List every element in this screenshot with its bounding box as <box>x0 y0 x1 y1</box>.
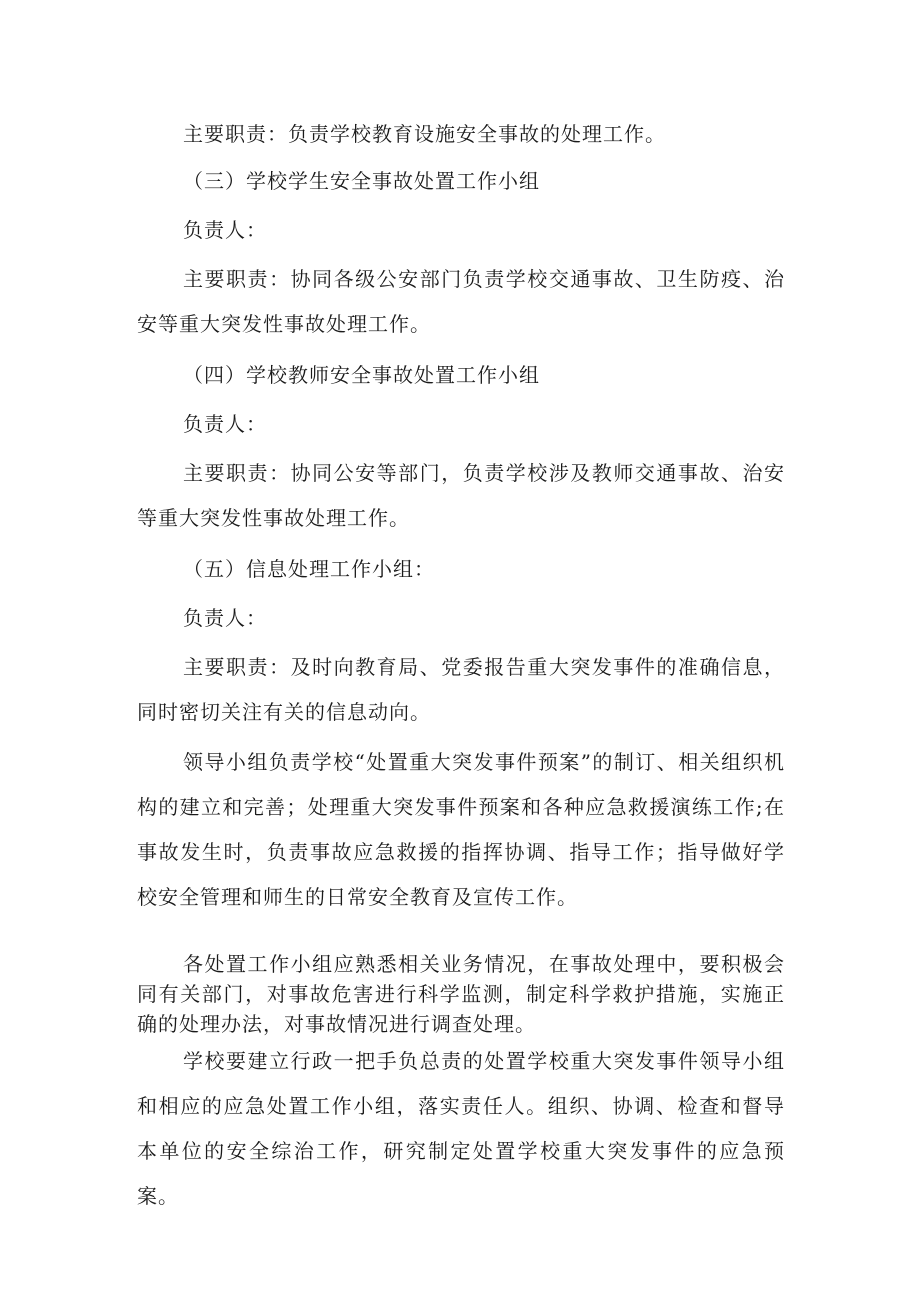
heading-teacher-safety-group: （四）学校教师安全事故处置工作小组 <box>183 363 540 387</box>
paragraph-duty-facilities: 主要职责：负责学校教育设施安全事故的处理工作。 <box>183 122 666 146</box>
heading-information-group: （五）信息处理工作小组： <box>183 557 435 581</box>
paragraph-leader-information-group: 负责人： <box>183 606 267 630</box>
paragraph-duty-information-group: 主要职责：及时向教育局、党委报告重大突发事件的准确信息，同时密切关注有关的信息动向。 <box>137 655 785 724</box>
paragraph-duty-student-group: 主要职责：协同各级公安部门负责学校交通事故、卫生防疫、治安等重大突发性事故处理工作。 <box>137 267 785 336</box>
paragraph-leader-teacher-group: 负责人： <box>183 412 267 436</box>
paragraph-leader-student-group: 负责人： <box>183 218 267 242</box>
paragraph-school-leadership-structure: 学校要建立行政一把手负总责的处置学校重大突发事件领导小组和相应的应急处置工作小组，落实责任人。组织、协调、检查和督导本单位的安全综治工作，研究制定处置学校重大突发事件的应急预案。 <box>137 1049 785 1208</box>
heading-student-safety-group: （三）学校学生安全事故处置工作小组 <box>183 169 540 193</box>
paragraph-working-groups-duties: 各处置工作小组应熟悉相关业务情况，在事故处理中，要积极会同有关部门，对事故危害进行科学监测，制定科学救护措施，实施正确的处理办法，对事故情况进行调查处理。 <box>137 952 785 1036</box>
paragraph-leading-group-responsibilities: 领导小组负责学校“处置重大突发事件预案”的制订、相关组织机构的建立和完善；处理重大突发事件预案和各种应急救援演练工作;在事故发生时，负责事故应急救援的指挥协调、指导工作；指导做好学校安全管理和师生的日常安全教育及宣传工作。 <box>137 750 785 909</box>
paragraph-duty-teacher-group: 主要职责：协同公安等部门，负责学校涉及教师交通事故、治安等重大突发性事故处理工作。 <box>137 461 785 530</box>
